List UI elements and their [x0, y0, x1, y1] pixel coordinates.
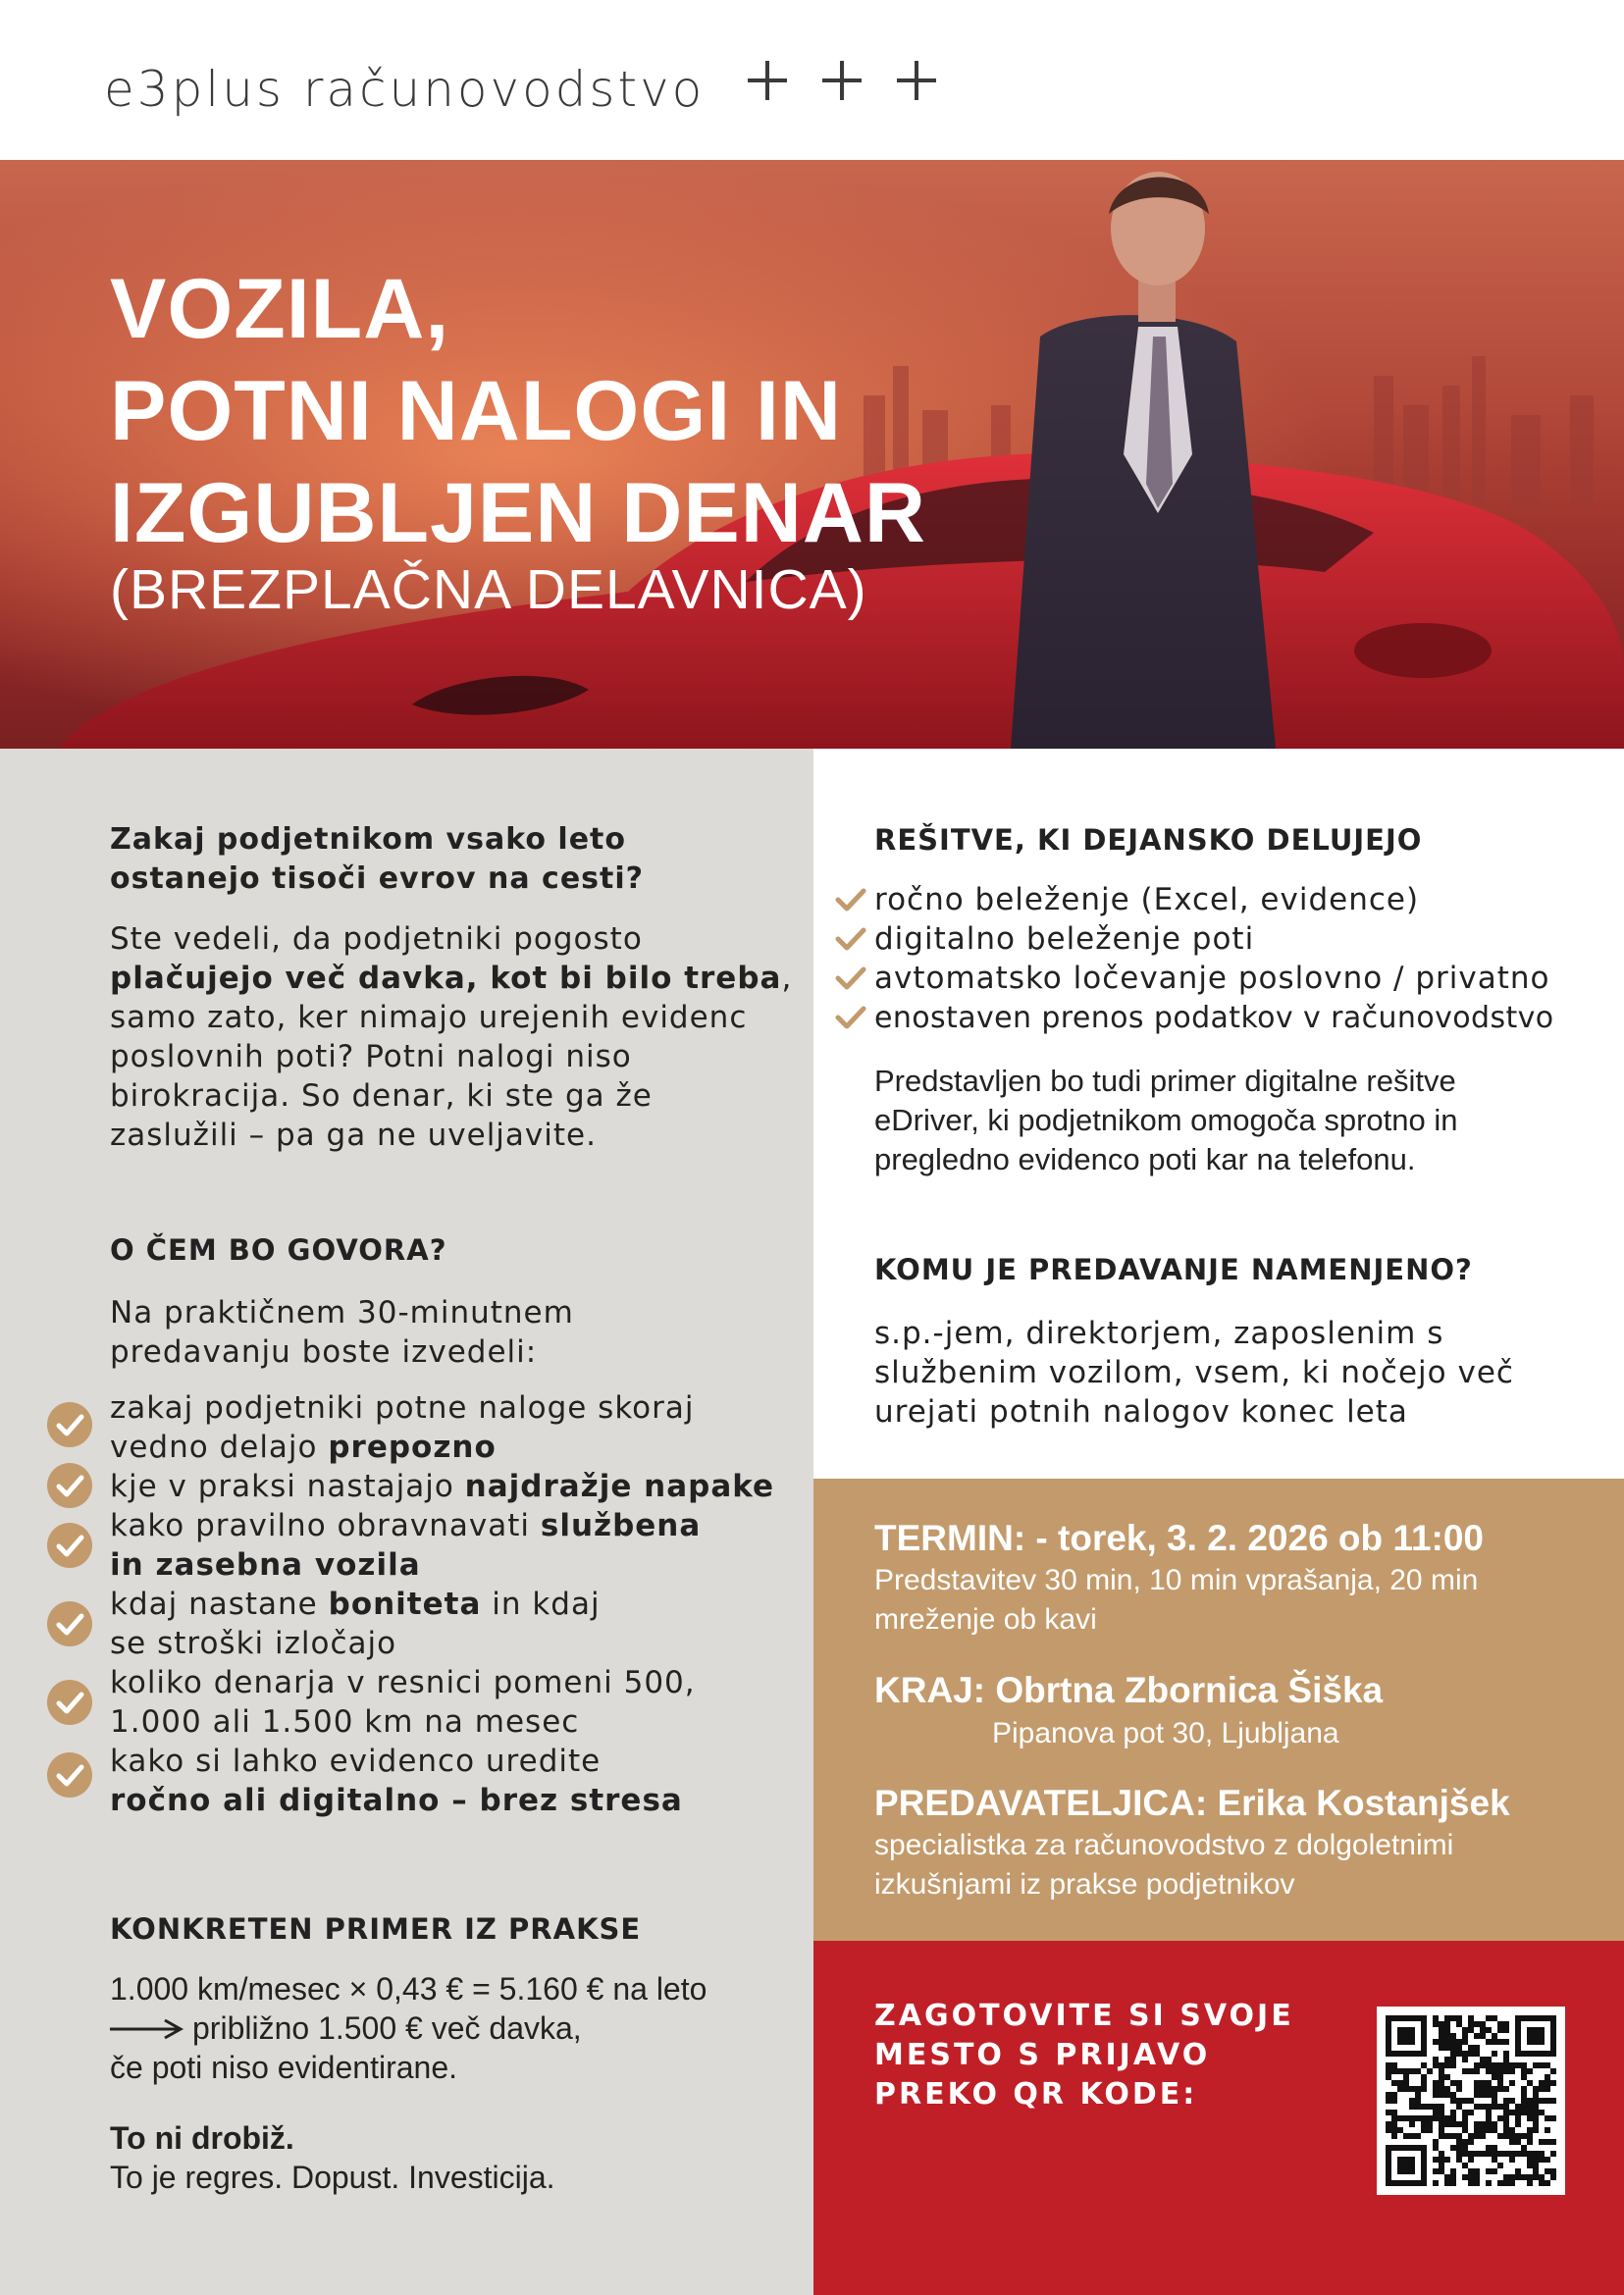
- plus-icon: [744, 57, 791, 104]
- cta-line: ZAGOTOVITE SI SVOJE: [874, 1999, 1294, 2033]
- topic-bold: prepozno: [328, 1430, 497, 1465]
- example-line: 1.000 km/mesec × 0,43 € = 5.160 € na leto: [110, 1971, 707, 2007]
- solutions-text-line: eDriver, ki podjetnikom omogoča sprotno in: [874, 1103, 1458, 1137]
- topic-text: vedno delajo: [110, 1430, 329, 1465]
- audience-line: službenim vozilom, vsem, ki nočejo več: [874, 1355, 1514, 1390]
- topic-bold: ročno ali digitalno – brez stresa: [110, 1783, 683, 1818]
- header: [0, 0, 1624, 160]
- topic-text: kdaj nastane: [110, 1587, 329, 1622]
- speaker-heading: PREDAVATELJICA: Erika Kostanjšek: [874, 1783, 1510, 1823]
- topic-line: se stroški izločajo: [110, 1626, 397, 1661]
- hero-title: [110, 258, 926, 564]
- intro-line: zaslužili – pa ga ne uveljavite.: [110, 1118, 597, 1153]
- qr-code[interactable]: [1377, 2007, 1565, 2195]
- intro-line: [110, 959, 797, 998]
- topic-line: [110, 1428, 816, 1467]
- cta-line: MESTO S PRIJAVO: [874, 2038, 1211, 2072]
- topic-line: [110, 1545, 816, 1585]
- topic-text: kako pravilno obravnavati: [110, 1508, 541, 1543]
- topic-line: koliko denarja v resnici pomeni 500,: [110, 1665, 696, 1700]
- location-address: Pipanova pot 30, Ljubljana: [992, 1717, 1339, 1749]
- topics-list: [110, 1388, 816, 1820]
- solution-text: ročno beleženje (Excel, evidence): [874, 882, 1420, 917]
- topic-bold: in zasebna vozila: [110, 1547, 421, 1583]
- topic-line: zakaj podjetniki potne naloge skoraj: [110, 1390, 695, 1426]
- topics-intro-line: Na praktičnem 30-minutnem: [110, 1295, 574, 1330]
- topics-heading: O ČEM BO GOVORA?: [110, 1233, 447, 1267]
- solutions-text-line: pregledno evidenco poti kar na telefonu.: [874, 1142, 1416, 1176]
- topics-intro-line: predavanju boste izvedeli:: [110, 1334, 538, 1370]
- solutions-heading: REŠITVE, KI DEJANSKO DELUJEJO: [874, 823, 1423, 857]
- solutions-list: [874, 880, 1554, 1037]
- topic-line: kako si lahko evidenco uredite: [110, 1744, 602, 1779]
- check-circle-icon: [47, 1463, 92, 1508]
- topic-line: [110, 1467, 816, 1506]
- topics-intro: [110, 1293, 574, 1372]
- intro-text: [110, 919, 797, 1155]
- audience-text: [874, 1314, 1514, 1432]
- hero-title-line: POTNI NALOGI IN: [110, 364, 842, 458]
- check-icon: [835, 927, 866, 951]
- topic-line: [110, 1781, 816, 1820]
- example-line: če poti niso evidentirane.: [110, 2050, 457, 2085]
- location-heading: KRAJ: Obrtna Zbornica Šiška: [874, 1670, 1384, 1710]
- topic-text: kje v praksi nastajajo: [110, 1469, 465, 1504]
- speaker-detail-line: izkušnjami iz prakse podjetnikov: [874, 1868, 1295, 1901]
- solution-item: [874, 959, 1554, 998]
- termin-detail: [874, 1561, 1478, 1640]
- closing-text: [110, 2118, 555, 2197]
- plus-icon: [893, 57, 940, 104]
- example-heading: KONKRETEN PRIMER IZ PRAKSE: [110, 1912, 642, 1946]
- intro-line: samo zato, ker nimajo urejenih evidenc: [110, 1000, 748, 1035]
- brand-logo: e3plus računovodstvo: [104, 61, 706, 118]
- intro-heading-line: ostanejo tisoči evrov na cesti?: [110, 861, 645, 896]
- example-line: približno 1.500 € več davka,: [192, 2010, 582, 2046]
- check-icon: [835, 966, 866, 990]
- check-circle-icon: [47, 1752, 92, 1798]
- intro-line: Ste vedeli, da podjetniki pogosto: [110, 921, 643, 957]
- speaker-detail-line: specialistka za računovodstvo z dolgoletnimi: [874, 1829, 1454, 1861]
- cta-line: PREKO QR KODE:: [874, 2077, 1198, 2112]
- closing-line: To je regres. Dopust. Investicija.: [110, 2160, 555, 2195]
- hero-subtitle: (BREZPLAČNA DELAVNICA): [110, 558, 867, 621]
- topic-bold: službena: [540, 1508, 702, 1543]
- solutions-text-line: Predstavljen bo tudi primer digitalne rešitve: [874, 1064, 1456, 1098]
- speaker-detail: [874, 1826, 1453, 1904]
- topic-text: in kdaj: [481, 1587, 601, 1622]
- closing-bold: To ni drobiž.: [110, 2120, 294, 2156]
- check-circle-icon: [47, 1601, 92, 1646]
- solution-text: digitalno beleženje poti: [874, 921, 1255, 957]
- hero-banner: [0, 160, 1624, 749]
- intro-line: poslovnih poti? Potni nalogi niso: [110, 1039, 632, 1074]
- plus-icon: [818, 57, 865, 104]
- intro-bold: plačujejo več davka, kot bi bilo treba: [110, 961, 782, 996]
- termin-detail-line: Predstavitev 30 min, 10 min vprašanja, 20 min: [874, 1564, 1479, 1596]
- solution-text: enostaven prenos podatkov v računovodstvo: [874, 1001, 1554, 1035]
- hero-title-line: IZGUBLJEN DENAR: [110, 466, 927, 560]
- intro-heading: [110, 820, 644, 899]
- solution-item: [874, 998, 1554, 1037]
- registration-cta: [874, 1997, 1294, 2114]
- intro-line: birokracija. So denar, ki ste ga že: [110, 1078, 653, 1114]
- check-circle-icon: [47, 1402, 92, 1447]
- audience-heading: KOMU JE PREDAVANJE NAMENJENO?: [874, 1253, 1473, 1286]
- termin-heading: TERMIN: - torek, 3. 2. 2026 ob 11:00: [874, 1518, 1484, 1558]
- audience-line: urejati potnih nalogov konec leta: [874, 1394, 1408, 1430]
- arrow-right-icon: [110, 2017, 184, 2041]
- solution-item: [874, 880, 1554, 919]
- termin-detail-line: mreženje ob kavi: [874, 1603, 1097, 1636]
- audience-line: s.p.-jem, direktorjem, zaposlenim s: [874, 1316, 1444, 1351]
- hero-title-line: VOZILA,: [110, 262, 450, 356]
- topic-line: 1.000 ali 1.500 km na mesec: [110, 1704, 580, 1740]
- solutions-text: [874, 1062, 1457, 1179]
- check-icon: [835, 888, 866, 912]
- qr-code-icon[interactable]: [1377, 2007, 1565, 2195]
- topic-bold: boniteta: [328, 1587, 482, 1622]
- check-circle-icon: [47, 1523, 92, 1568]
- topic-line: [110, 1585, 816, 1624]
- solution-text: avtomatsko ločevanje poslovno / privatno: [874, 961, 1550, 996]
- solution-item: [874, 919, 1554, 959]
- topic-line: [110, 1506, 816, 1545]
- intro-heading-line: Zakaj podjetnikom vsako leto: [110, 822, 626, 857]
- check-circle-icon: [47, 1680, 92, 1725]
- check-icon: [835, 1006, 866, 1029]
- topic-bold: najdražje napake: [464, 1469, 775, 1504]
- intro-rest: ,: [781, 961, 793, 996]
